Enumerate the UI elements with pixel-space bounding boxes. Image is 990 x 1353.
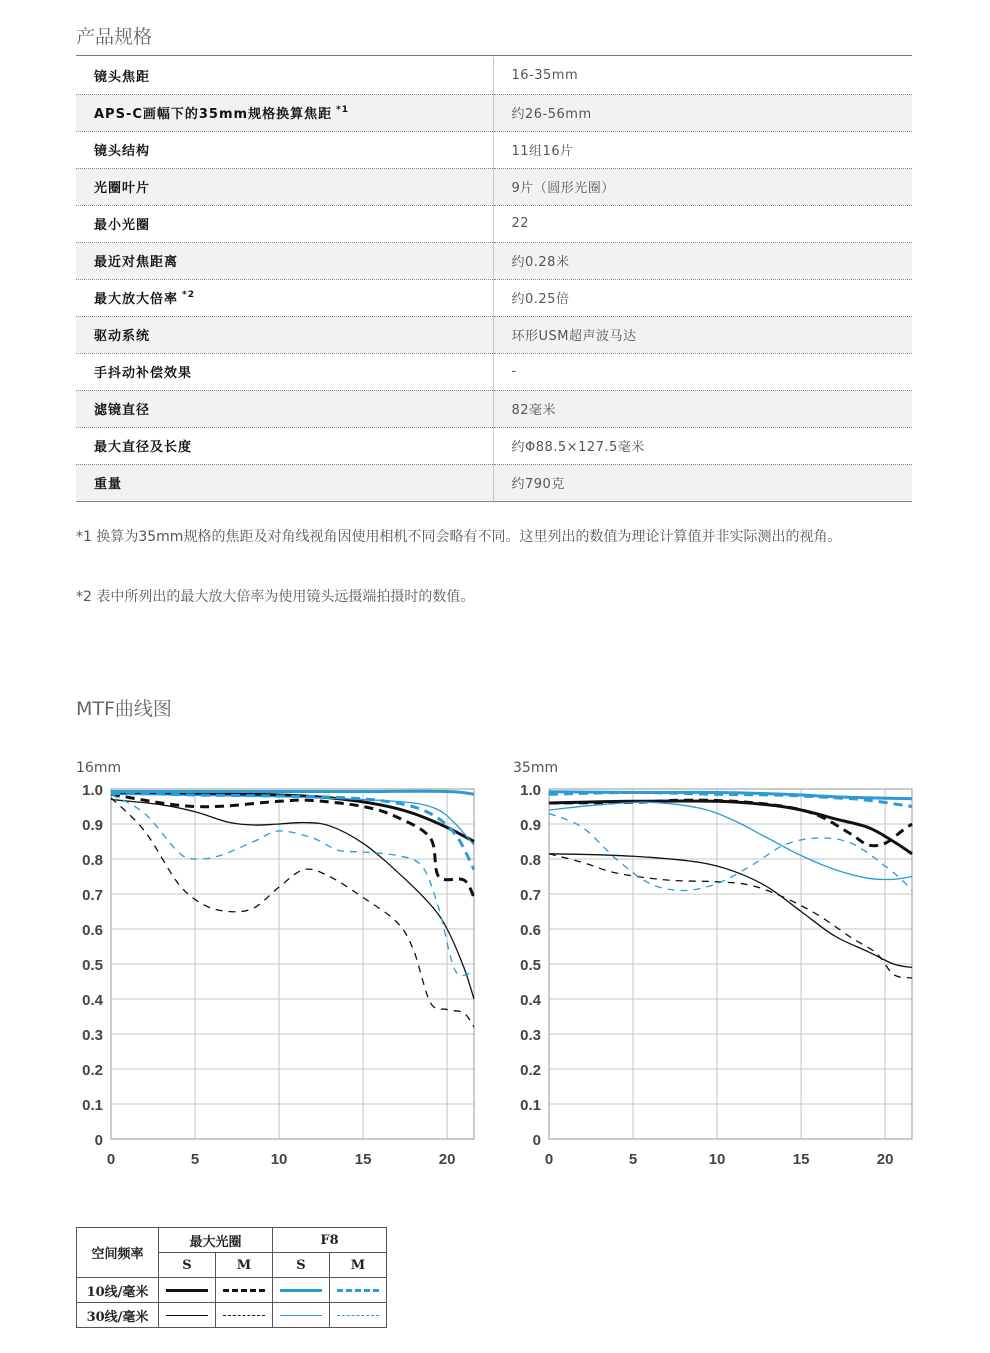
y-tick-label: 0.6 (82, 922, 103, 939)
footnote-2: *2 表中所列出的最大放大倍率为使用镜头远摄端拍摄时的数值。 (76, 589, 475, 605)
y-tick-label: 0 (532, 1132, 541, 1149)
y-tick-label: 0.4 (520, 992, 541, 1009)
x-tick-label: 15 (792, 1151, 810, 1168)
spec-label-text: 最大直径及长度 (94, 440, 193, 455)
x-tick-label: 15 (354, 1151, 372, 1168)
spec-label-text: 手抖动补偿效果 (94, 366, 193, 381)
spec-value: 约Φ88.5×127.5毫米 (493, 427, 912, 464)
legend-swatch-cell (216, 1278, 273, 1303)
y-tick-label: 0.8 (82, 852, 103, 869)
mtf-series-line (549, 854, 912, 968)
legend-sub-m: M (216, 1253, 273, 1278)
footnote-marker: *2 (182, 290, 195, 300)
spec-value: 环形USM超声波马达 (493, 316, 912, 353)
spec-value: 9片（圆形光圈） (493, 168, 912, 205)
swatch-max-10-s (166, 1289, 208, 1292)
y-tick-label: 0.7 (82, 887, 103, 904)
footnote-marker: *1 (336, 105, 350, 115)
x-tick-label: 20 (438, 1151, 456, 1168)
spec-value: 约790克 (493, 464, 912, 501)
y-tick-label: 0.6 (520, 922, 541, 939)
spec-label-text: 光圈叶片 (94, 181, 151, 196)
x-tick-label: 10 (270, 1151, 288, 1168)
y-tick-label: 0.2 (520, 1062, 541, 1079)
spec-label-text: 最近对焦距离 (94, 255, 179, 270)
x-tick-label: 5 (190, 1151, 200, 1168)
spec-label-text: 最小光圈 (94, 218, 151, 233)
spec-label-text: 最大放大倍率 (94, 292, 179, 307)
spec-label-text: APS-C画幅下的35mm规格换算焦距 (94, 107, 333, 122)
spec-label-text: 镜头焦距 (94, 69, 151, 85)
spec-value: 约0.25倍 (493, 279, 912, 316)
spec-value: 22 (493, 205, 912, 242)
y-tick-label: 1.0 (82, 782, 103, 799)
legend-sub-s: S (273, 1253, 330, 1278)
mtf-legend (76, 1227, 387, 1328)
y-tick-label: 0 (94, 1132, 103, 1149)
y-tick-label: 0.7 (520, 887, 541, 904)
mtf-series-line (549, 854, 912, 978)
x-tick-label: 0 (106, 1151, 116, 1168)
swatch-f8-10-s (280, 1289, 322, 1292)
swatch-f8-30-s (280, 1315, 322, 1316)
legend-sub-m: M (330, 1253, 387, 1278)
legend-swatch-cell (330, 1303, 387, 1328)
swatch-max-30-m (223, 1315, 265, 1316)
legend-header-frequency: 空间频率 (77, 1228, 159, 1278)
spec-value: - (493, 353, 912, 390)
y-tick-label: 0.2 (82, 1062, 103, 1079)
y-tick-label: 0.8 (520, 852, 541, 869)
spec-value: 11组16片 (493, 131, 912, 168)
y-tick-label: 0.1 (520, 1097, 541, 1114)
y-tick-label: 0.3 (520, 1027, 541, 1044)
y-tick-label: 0.9 (82, 817, 103, 834)
y-tick-label: 1.0 (520, 782, 541, 799)
y-tick-label: 0.9 (520, 817, 541, 834)
legend-swatch-cell (273, 1278, 330, 1303)
spec-section-title: 产品规格 (76, 26, 153, 48)
legend-group-max-aperture: 最大光圈 (159, 1228, 273, 1253)
y-tick-label: 0.4 (82, 992, 103, 1009)
spec-value: 约26-56mm (493, 94, 912, 131)
y-tick-label: 0.5 (520, 957, 541, 974)
legend-swatch-cell (216, 1303, 273, 1328)
swatch-max-30-s (166, 1315, 208, 1316)
legend-row-30lines: 30线/毫米 (77, 1303, 159, 1328)
spec-label-text: 驱动系统 (94, 329, 151, 344)
x-tick-label: 20 (876, 1151, 894, 1168)
chart-title-16mm: 16mm (76, 760, 122, 776)
mtf-section-title: MTF曲线图 (76, 698, 172, 720)
footnote-1: *1 换算为35mm规格的焦距及对角线视角因使用相机不同会略有不同。这里列出的数值为理论计算值并非实际测出的视角。 (76, 529, 842, 545)
swatch-f8-30-m (337, 1315, 379, 1316)
swatch-max-10-m (223, 1289, 265, 1292)
y-tick-label: 0.5 (82, 957, 103, 974)
legend-row-10lines: 10线/毫米 (77, 1278, 159, 1303)
spec-label-text: 滤镜直径 (94, 403, 151, 418)
legend-swatch-cell (330, 1278, 387, 1303)
spec-value: 16-35mm (493, 57, 912, 94)
spec-value: 约0.28米 (493, 242, 912, 279)
spec-value: 82毫米 (493, 390, 912, 427)
x-tick-label: 0 (544, 1151, 554, 1168)
mtf-series-line (549, 802, 912, 879)
mtf-series-line (549, 801, 912, 854)
legend-swatch-cell (273, 1303, 330, 1328)
legend-swatch-cell (159, 1278, 216, 1303)
swatch-f8-10-m (337, 1289, 379, 1292)
spec-label-text: 镜头结构 (94, 144, 151, 159)
y-tick-label: 0.3 (82, 1027, 103, 1044)
y-tick-label: 0.1 (82, 1097, 103, 1114)
spec-label-text: 重量 (94, 477, 123, 492)
legend-swatch-cell (159, 1303, 216, 1328)
legend-sub-s: S (159, 1253, 216, 1278)
chart-title-35mm: 35mm (513, 760, 559, 776)
x-tick-label: 10 (708, 1151, 726, 1168)
legend-group-f8: F8 (273, 1228, 387, 1253)
x-tick-label: 5 (628, 1151, 638, 1168)
